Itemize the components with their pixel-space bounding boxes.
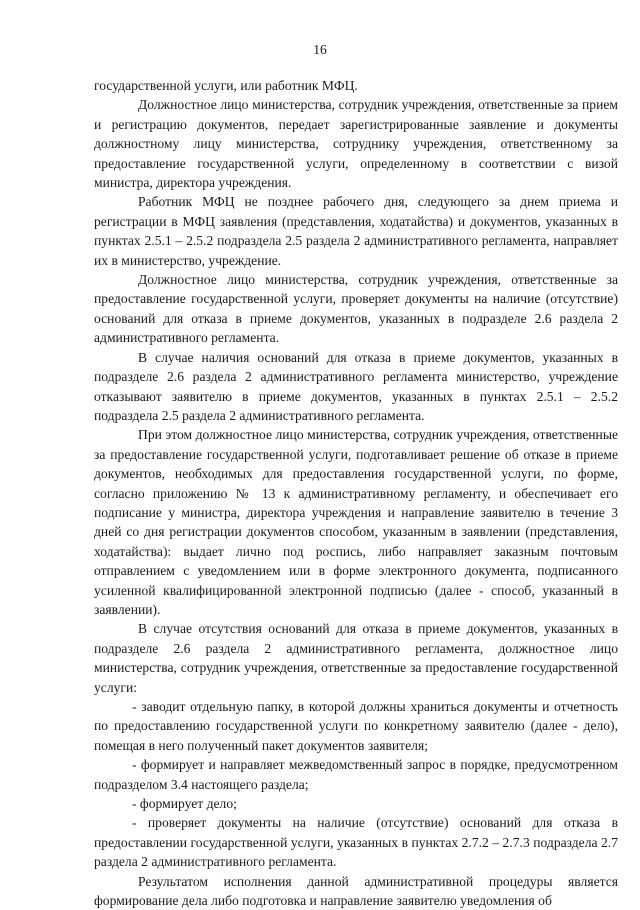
paragraph: Должностное лицо министерства, сотрудник учреждения, ответственные за прием и регистрацию документов, передает зарегистрированные заявление и документы должностному лицу министерства, сотруднику учреждения, ответственному за предоставление государственной услуги, определенному в соответствии с визой министра, директора учреждения. xyxy=(94,97,618,191)
body-text xyxy=(94,76,618,910)
list-item: - заводит отдельную папку, в которой должны храниться документы и отчетность по предоставлению государственной услуги по конкретному заявителю (далее - дело), помещая в него полученный пакет документов заявителя; xyxy=(94,699,618,753)
paragraph: Должностное лицо министерства, сотрудник учреждения, ответственные за предоставление государственной услуги, проверяет документы на наличие (отсутствие) оснований для отказа в приеме документов, указанных в подразделе 2.6 раздела 2 административного регламента. xyxy=(94,272,618,346)
paragraph: При этом должностное лицо министерства, сотрудник учреждения, ответственные за предоставление государственной услуги, подготавливает решение об отказе в приеме документов, необходимых для предоставления государственной услуги, по форме, согласно приложению № 13 к административному регламенту, и обеспечивает его подписание у министра, директора учреждения и направление заявителю в течение 3 дней со дня регистрации документов способом, указанным в заявлении (представления, ходатайства): выдает лично под роспись, либо направляет заказным почтовым отправлением с уведомлением или в форме электронного документа, подписанного усиленной квалифицированной электронной подписью (далее - способ, указанный в заявлении). xyxy=(94,427,618,617)
paragraph: В случае отсутствия оснований для отказа в приеме документов, указанных в подразделе 2.6 раздела 2 административного регламента, должностное лицо министерства, сотрудник учреждения, ответственные за предоставление государственной услуги: xyxy=(94,621,618,695)
paragraph: государственной услуги, или работник МФЦ. xyxy=(94,78,358,93)
paragraph: Работник МФЦ не позднее рабочего дня, следующего за днем приема и регистрации в МФЦ заявления (представления, ходатайства) и документов, указанных в пунктах 2.5.1 – 2.5.2 подраздела 2.5 раздела 2 административного регламента, направляет их в министерство, учреждение. xyxy=(94,194,618,268)
list-item: - формирует дело; xyxy=(132,796,237,812)
page-number: 16 xyxy=(313,42,327,57)
paragraph: Результатом исполнения данной административной процедуры является формирование дела либо подготовка и направление заявителю уведомления об xyxy=(94,873,618,909)
list-item: - формирует и направляет межведомственный запрос в порядке, предусмотренном подразделом 3.4 настоящего раздела; xyxy=(94,757,618,792)
list-item: - проверяет документы на наличие (отсутствие) оснований для отказа в предоставлении государственной услуги, указанных в пунктах 2.7.2 – 2.7.3 подраздела 2.7 раздела 2 административного регламента. xyxy=(94,815,618,870)
paragraph: В случае наличия оснований для отказа в приеме документов, указанных в подразделе 2.6 раздела 2 административного регламента министерство, учреждение отказывают заявителю в приеме документов, указанных в пунктах 2.5.1 – 2.5.2 подраздела 2.5 раздела 2 административного регламента. xyxy=(94,349,618,423)
